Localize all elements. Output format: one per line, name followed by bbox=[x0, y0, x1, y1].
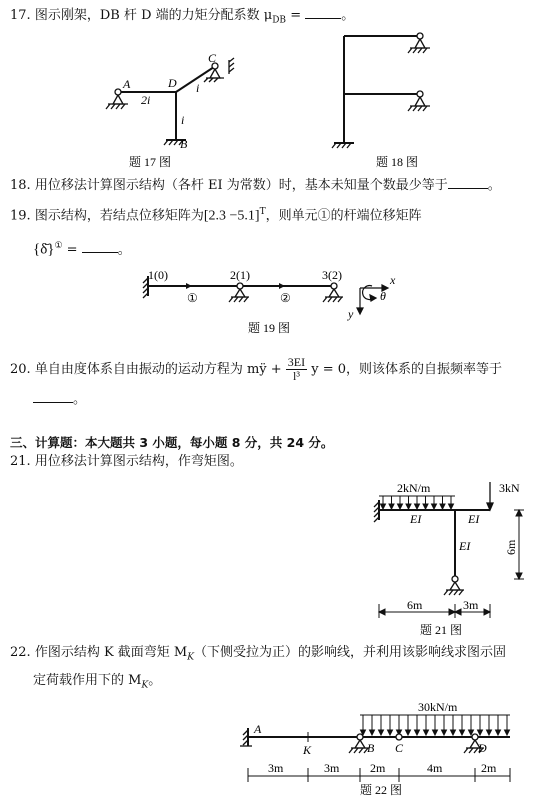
q22-label-d: D bbox=[478, 741, 487, 755]
q22-load-label: 30kN/m bbox=[418, 700, 458, 714]
q19-number: 19. bbox=[10, 208, 31, 224]
q17-number: 17. bbox=[10, 8, 31, 23]
q19-sup: T bbox=[259, 207, 266, 217]
q19-text2: ，则单元①的杆端位移矩阵 bbox=[265, 208, 422, 224]
load-arrow-head bbox=[433, 730, 438, 735]
frac-denominator: l³ bbox=[292, 369, 300, 383]
load-arrow-head bbox=[406, 730, 411, 735]
label-c: C bbox=[208, 51, 217, 65]
q18-end: 。 bbox=[487, 178, 501, 193]
label-d: D bbox=[168, 76, 177, 90]
q17-sub: DB bbox=[272, 15, 287, 26]
element-1-label: ① bbox=[187, 291, 198, 305]
q19-eq: = bbox=[62, 242, 82, 258]
q21-caption: 题 21 图 bbox=[420, 623, 463, 637]
q19-matrix: [2.3 −5.1] bbox=[203, 208, 260, 224]
q22-label-c: C bbox=[395, 741, 404, 755]
q21-ei-left: EI bbox=[410, 512, 422, 526]
q22-number: 22. bbox=[10, 645, 31, 660]
load-arrow-head bbox=[487, 730, 492, 735]
load-arrow-head bbox=[451, 730, 456, 735]
q22-dim-d2: 3m bbox=[324, 761, 340, 775]
load-arrow-head bbox=[415, 730, 420, 735]
q22-dim-d5: 2m bbox=[481, 761, 497, 775]
q21-ei-column: EI bbox=[459, 539, 471, 553]
q17-eq: = bbox=[286, 8, 306, 23]
q22-dim-d4: 4m bbox=[427, 761, 443, 775]
label-i-db: i bbox=[181, 113, 185, 127]
label-a: A bbox=[123, 77, 131, 91]
q20-text2: y = 0，则该体系的自振频率等于 bbox=[307, 362, 503, 377]
q17-end: 。 bbox=[341, 8, 355, 23]
q21-text: 用位移法计算图示结构，作弯矩图。 bbox=[34, 454, 243, 469]
label-b: B bbox=[180, 137, 188, 151]
q22-label-k: K bbox=[303, 743, 312, 757]
element-2-label: ② bbox=[280, 291, 291, 305]
q21-dim-d1: 6m bbox=[407, 598, 423, 612]
q17-caption: 题 17 图 bbox=[129, 155, 172, 169]
q19-delta-sup: ① bbox=[54, 241, 63, 251]
q20-end: 。 bbox=[73, 392, 87, 407]
q22-hinge-c bbox=[396, 734, 402, 740]
q22-dim-d3: 2m bbox=[370, 761, 386, 775]
q22-distributed-load bbox=[360, 715, 510, 735]
q21-number: 21. bbox=[10, 454, 31, 469]
q21-dim-d2: 3m bbox=[463, 598, 479, 612]
q22-sub2: K bbox=[141, 680, 149, 691]
q22-text2: （下侧受拉为正）的影响线，并利用该影响线求图示固 bbox=[193, 645, 506, 660]
node-1-label: 1(0) bbox=[148, 268, 168, 282]
load-arrow-head bbox=[379, 730, 384, 735]
load-arrow-head bbox=[388, 730, 393, 735]
q19-caption: 题 19 图 bbox=[248, 321, 291, 335]
q21-ei-right: EI bbox=[468, 512, 480, 526]
load-arrow-head bbox=[442, 730, 447, 735]
load-arrow-head bbox=[496, 730, 501, 735]
q22-sub1: K bbox=[187, 652, 194, 663]
node-2-label: 2(1) bbox=[230, 268, 250, 282]
load-arrow-head bbox=[424, 730, 429, 735]
axis-y-label: y bbox=[348, 307, 354, 321]
q19-text: 图示结构，若结点位移矩阵为 bbox=[34, 208, 204, 224]
q22-text1: 作图示结构 K 截面弯矩 M bbox=[34, 645, 188, 660]
q18-number: 18. bbox=[10, 178, 31, 193]
label-i-dc: i bbox=[196, 81, 200, 95]
q22-dim-d1: 3m bbox=[268, 761, 284, 775]
q22-caption: 题 22 图 bbox=[360, 783, 403, 797]
q21-load-label: 2kN/m bbox=[397, 481, 431, 495]
q22-text3: 定荷载作用下的 M bbox=[33, 673, 142, 688]
q18-caption: 题 18 图 bbox=[376, 155, 419, 169]
q17-text: 图示刚架，DB 杆 D 端的力矩分配系数 μ bbox=[34, 8, 273, 23]
load-arrow-head bbox=[505, 730, 510, 735]
q18-text: 用位移法计算图示结构（各杆 EI 为常数）时，基本未知量个数最少等于 bbox=[34, 178, 448, 193]
q19-delta: {δ̄} bbox=[33, 241, 55, 258]
node-3-label: 3(2) bbox=[322, 268, 342, 282]
q21-force-label: 3kN bbox=[499, 481, 520, 495]
q22-label-a: A bbox=[254, 722, 262, 736]
label-2i: 2i bbox=[141, 93, 151, 107]
q19-end: 。 bbox=[117, 242, 131, 258]
section-3-title: 三、计算题：本大题共 3 小题，每小题 8 分，共 24 分。 bbox=[10, 435, 334, 450]
load-arrow-head bbox=[370, 730, 375, 735]
q20-number: 20. bbox=[10, 362, 31, 377]
q22-end: 。 bbox=[148, 673, 162, 688]
q22-label-b: B bbox=[367, 741, 375, 755]
theta-label: θ bbox=[380, 289, 386, 303]
load-arrow-head bbox=[478, 730, 483, 735]
q20-text1: 单自由度体系自由振动的运动方程为 mÿ + bbox=[34, 362, 286, 377]
load-arrow-head bbox=[460, 730, 465, 735]
frac-numerator: 3EI bbox=[287, 355, 306, 369]
q21-dim-h: 6m bbox=[504, 539, 518, 555]
axis-x-label: x bbox=[390, 273, 396, 287]
